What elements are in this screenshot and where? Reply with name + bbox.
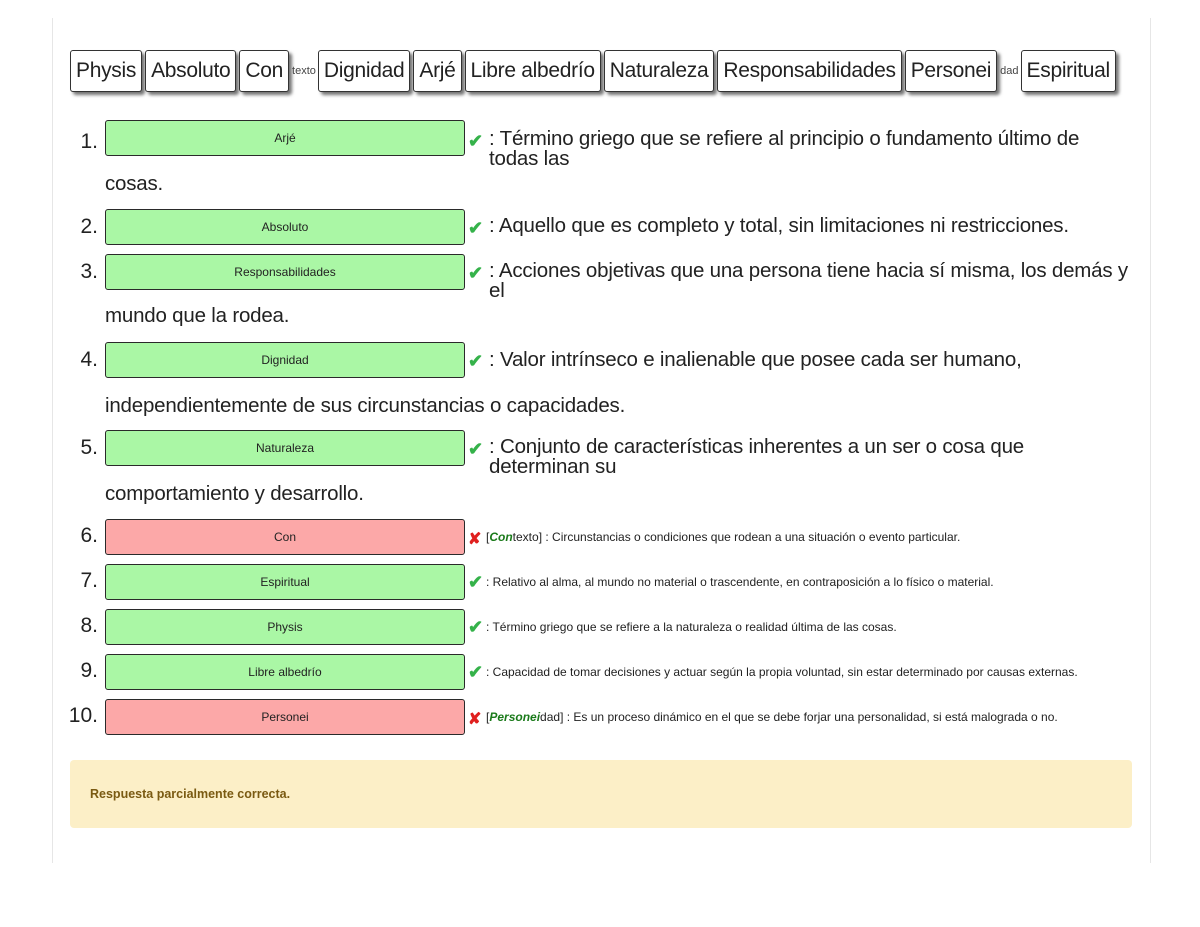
question-number: 2.: [80, 215, 98, 238]
question-definition: : Valor intrínseco e inalienable que posee cada ser humano,: [489, 348, 1022, 371]
correct-answer-highlight: Personei: [489, 710, 541, 724]
word-chip-arje[interactable]: Arjé: [413, 50, 461, 92]
correct-answer-suffix: dad: [540, 710, 561, 724]
check-icon: ✔: [468, 572, 484, 592]
answer-drop-slot[interactable]: Responsabilidades: [105, 254, 465, 290]
question-number: 5.: [80, 436, 98, 459]
word-chip-naturaleza[interactable]: Naturaleza: [604, 50, 715, 92]
word-chip-espiritual[interactable]: Espiritual: [1021, 50, 1116, 92]
word-chip-responsabilidades[interactable]: Responsabilidades: [717, 50, 901, 92]
answer-drop-slot[interactable]: Dignidad: [105, 342, 465, 378]
answer-drop-slot[interactable]: Personei: [105, 699, 465, 735]
question-definition-continued: independientemente de sus circunstancias o capacidades.: [105, 394, 626, 417]
question-number: 9.: [80, 659, 98, 682]
word-chip-physis[interactable]: Physis: [70, 50, 142, 92]
check-icon: ✔: [468, 218, 484, 238]
answer-drop-slot[interactable]: Absoluto: [105, 209, 465, 245]
answer-drop-slot[interactable]: Libre albedrío: [105, 654, 465, 690]
check-icon: ✔: [468, 662, 484, 682]
definition-text: : Circunstancias o condiciones que rodean a una situación o evento particular.: [545, 530, 961, 544]
question-number: 1.: [80, 130, 98, 153]
word-chip-con[interactable]: Con: [239, 50, 289, 92]
word-bank: [70, 48, 1119, 94]
question-definition: : Relativo al alma, al mundo no material o trascendente, en contraposición a lo físico o material.: [486, 575, 994, 589]
check-icon: ✔: [468, 617, 484, 637]
definition-text: : Es un proceso dinámico en el que se debe forjar una personalidad, si está malograda o no.: [566, 710, 1058, 724]
answer-drop-slot[interactable]: Con: [105, 519, 465, 555]
answer-drop-slot[interactable]: Physis: [105, 609, 465, 645]
answer-drop-slot[interactable]: Naturaleza: [105, 430, 465, 466]
question-definition: : Término griego que se refiere a la naturaleza o realidad última de las cosas.: [486, 620, 897, 634]
question-number: 6.: [80, 524, 98, 547]
answer-drop-slot[interactable]: Arjé: [105, 120, 465, 156]
word-chip-personei-suffix: dad: [1000, 65, 1019, 77]
panel-border-right: [1150, 18, 1151, 863]
question-number: 10.: [68, 704, 98, 727]
question-definition-continued: comportamiento y desarrollo.: [105, 482, 364, 505]
word-chip-dignidad[interactable]: Dignidad: [318, 50, 411, 92]
question-number: 4.: [80, 348, 98, 371]
question-definition: [Contexto] : Circunstancias o condiciones que rodean a una situación o evento particular.: [486, 530, 961, 544]
feedback-text: Respuesta parcialmente correcta.: [90, 787, 291, 801]
question-number: 3.: [80, 260, 98, 283]
cross-icon: ✘: [468, 531, 482, 548]
feedback-banner: [70, 760, 1132, 828]
question-definition-continued: cosas.: [105, 172, 164, 195]
question-definition: : Aquello que es completo y total, sin limitaciones ni restricciones.: [489, 214, 1069, 237]
question-number: 7.: [80, 569, 98, 592]
question-number: 8.: [80, 614, 98, 637]
check-icon: ✔: [468, 351, 484, 371]
word-chip-libre-albedrio[interactable]: Libre albedrío: [465, 50, 601, 92]
word-chip-absoluto[interactable]: Absoluto: [145, 50, 236, 92]
check-icon: ✔: [468, 439, 484, 459]
question-definition: [Personeidad] : Es un proceso dinámico en el que se debe forjar una personalidad, si está malograda o no.: [486, 710, 1058, 724]
word-chip-personei[interactable]: Personei: [905, 50, 997, 92]
check-icon: ✔: [468, 263, 484, 283]
check-icon: ✔: [468, 131, 484, 151]
word-chip-con-suffix: texto: [292, 65, 316, 77]
question-definition: : Acciones objetivas que una persona tiene hacia sí misma, los demás y el: [489, 259, 1128, 302]
question-definition: : Conjunto de características inherentes a un ser o cosa que determinan su: [489, 435, 1024, 478]
answer-drop-slot[interactable]: Espiritual: [105, 564, 465, 600]
correct-answer-suffix: texto: [512, 530, 539, 544]
cross-icon: ✘: [468, 711, 482, 728]
question-definition: : Término griego que se refiere al principio o fundamento último de todas las: [489, 127, 1080, 170]
correct-answer-highlight: Con: [489, 530, 513, 544]
question-definition-continued: mundo que la rodea.: [105, 304, 290, 327]
question-definition: : Capacidad de tomar decisiones y actuar según la propia voluntad, sin estar determinado por causas externas.: [486, 665, 1078, 679]
